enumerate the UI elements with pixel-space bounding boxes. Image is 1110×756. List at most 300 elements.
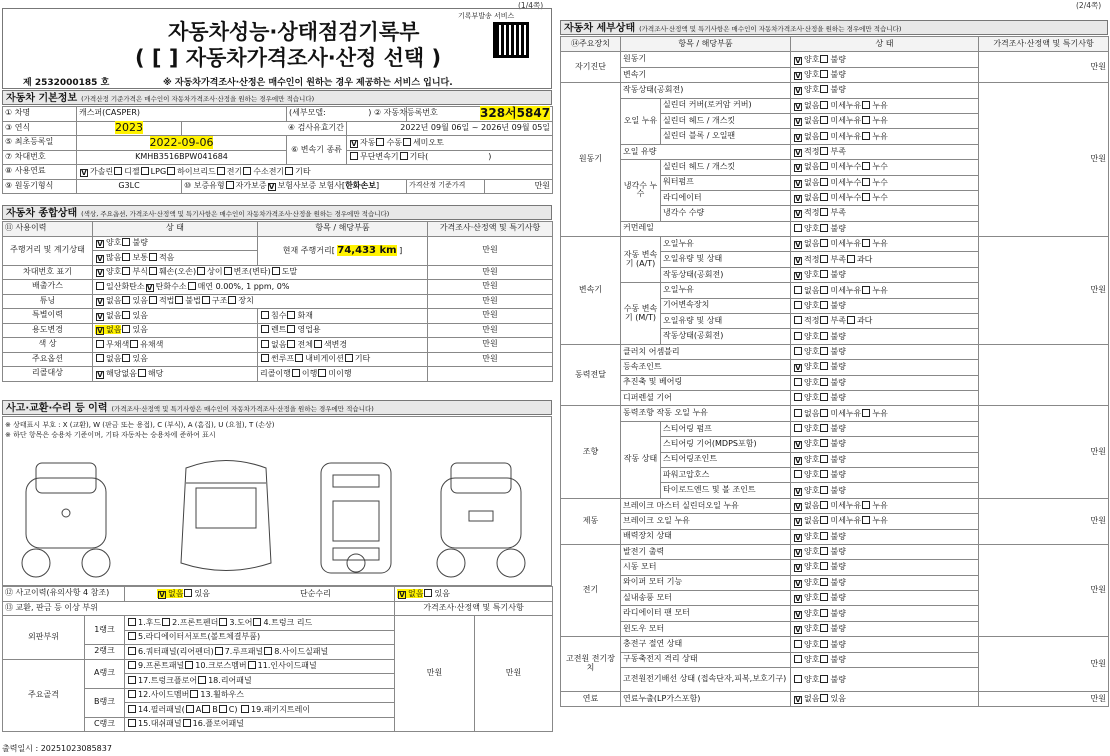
table-cell: 수동 변속기 (M/T): [621, 283, 661, 345]
table-cell: 만원: [979, 544, 1109, 636]
checkbox[interactable]: [820, 655, 828, 663]
checkbox[interactable]: [820, 424, 828, 432]
checkbox[interactable]: [272, 267, 280, 275]
checkbox[interactable]: [202, 296, 210, 304]
checkbox[interactable]: [128, 632, 136, 640]
checkbox[interactable]: V: [795, 364, 801, 373]
checkbox[interactable]: [862, 286, 870, 294]
table-cell: 커먼레일: [621, 221, 791, 236]
checkbox[interactable]: [128, 719, 136, 727]
checkbox[interactable]: [820, 439, 828, 447]
table-cell: 만원: [979, 498, 1109, 544]
table-cell: 실린더 헤드 / 개스킷: [661, 113, 791, 128]
table-cell: V 없음 미세누수 누수: [791, 190, 979, 205]
checkbox[interactable]: [186, 705, 194, 713]
table-cell: 오일유량 및 상태: [661, 252, 791, 267]
checkbox[interactable]: [862, 516, 870, 524]
table-cell: V 양호 불량: [791, 52, 979, 67]
checkbox[interactable]: V: [97, 370, 103, 379]
table-cell: 파워고압호스: [661, 467, 791, 482]
table-cell: 배출가스: [3, 280, 93, 295]
table-cell: 타이로드엔드 및 볼 조인트: [661, 483, 791, 498]
checkbox[interactable]: [253, 618, 261, 626]
checkbox[interactable]: [96, 340, 104, 348]
table-cell: 외판부위: [3, 616, 85, 660]
table-cell: 추진축 및 베어링: [621, 375, 791, 390]
table-cell: KMHB3516BPW041684: [77, 150, 287, 165]
page-subtitle: ( [ ] 자동차가격조사·산정 선택 ): [135, 46, 442, 70]
checkbox[interactable]: V: [795, 549, 801, 558]
checkbox[interactable]: [794, 409, 802, 417]
table-cell: V 양호 불량: [791, 452, 979, 467]
checkbox[interactable]: [202, 705, 210, 713]
overall-table: [2, 221, 552, 382]
table-cell: 14.필러패널( A B C) 19.패키지트레이: [125, 703, 395, 718]
table-cell: G3LC: [77, 179, 182, 194]
checkbox[interactable]: [122, 311, 130, 319]
checkbox[interactable]: [130, 340, 138, 348]
checkbox[interactable]: V: [795, 195, 801, 204]
table-cell: 작동 상태: [621, 421, 661, 498]
table-cell: 양호 불량: [791, 467, 979, 482]
table-cell: 없음 있음: [93, 352, 258, 367]
checkbox[interactable]: [122, 238, 130, 246]
checkbox[interactable]: [264, 647, 272, 655]
table-cell: 없음 미세누유 누유: [791, 283, 979, 298]
checkbox[interactable]: [794, 393, 802, 401]
checkbox[interactable]: V: [795, 533, 801, 542]
table-cell: V 양호 불량: [791, 529, 979, 544]
checkbox[interactable]: [820, 578, 828, 586]
checkbox[interactable]: [820, 501, 828, 509]
checkbox[interactable]: V: [97, 312, 103, 321]
checkbox[interactable]: V: [795, 487, 801, 496]
checkbox[interactable]: [820, 409, 828, 417]
table-cell: 양호 불량: [791, 421, 979, 436]
checkbox[interactable]: [820, 270, 828, 278]
table-cell: 만원: [428, 309, 553, 324]
table-cell: V 양호 불량: [791, 591, 979, 606]
checkbox[interactable]: [128, 690, 136, 698]
checkbox[interactable]: [149, 267, 157, 275]
checkbox[interactable]: [149, 296, 157, 304]
table-cell: V 가솔린 디젤 LPG 하이브리드 전기 수소전기 기타: [77, 165, 553, 180]
checkbox[interactable]: [820, 547, 828, 555]
checkbox[interactable]: [794, 378, 802, 386]
checkbox[interactable]: [820, 609, 828, 617]
checkbox[interactable]: V: [97, 254, 103, 263]
checkbox[interactable]: [376, 138, 384, 146]
table-cell: 동력조향 작동 오일 누유: [621, 406, 791, 421]
table-cell: 양호 불량: [791, 329, 979, 344]
checkbox[interactable]: [96, 282, 104, 290]
table-cell: V 양호 불량: [791, 544, 979, 559]
checkbox[interactable]: V: [97, 240, 103, 249]
table-cell: ⑬ 교환, 판금 등 이상 부위: [3, 601, 395, 616]
checkbox[interactable]: V: [795, 164, 801, 173]
table-cell: V 없음 있음: [395, 587, 553, 602]
table-cell: V 없음 있음 적법 불법 구조 장치: [93, 294, 428, 309]
checkbox[interactable]: [820, 286, 828, 294]
table-cell: 렌트 영업용: [258, 323, 428, 338]
table-cell: V 양호 불량: [791, 483, 979, 498]
table-cell: 등속조인트: [621, 360, 791, 375]
table-cell: 오일유량 및 상태: [661, 314, 791, 329]
checkbox[interactable]: [261, 354, 269, 362]
table-cell: 가격산정 기준가격: [407, 179, 485, 194]
table-cell: 양호 불량: [791, 344, 979, 359]
car-top-view: [181, 461, 271, 571]
table-cell: 구동축전지 격리 상태: [621, 652, 791, 667]
page-title: 자동차성능·상태점검기록부: [168, 20, 420, 44]
checkbox[interactable]: [403, 138, 411, 146]
print-date: 출력일시 : 20251023085837: [2, 744, 112, 753]
checkbox[interactable]: [261, 325, 269, 333]
checkbox[interactable]: V: [97, 327, 103, 336]
table-cell: 양호 불량: [791, 652, 979, 667]
table-cell: V 해당없음 해당: [93, 367, 258, 382]
checkbox[interactable]: [190, 690, 198, 698]
checkbox[interactable]: [820, 332, 828, 340]
checkbox[interactable]: V: [795, 133, 801, 142]
checkbox[interactable]: [128, 676, 136, 684]
checkbox[interactable]: [794, 347, 802, 355]
accident-table: [2, 586, 552, 732]
table-cell: 냉각수 수량: [661, 206, 791, 221]
checkbox[interactable]: [820, 675, 828, 683]
checkbox[interactable]: V: [795, 210, 801, 219]
table-cell: ⑨ 원동기형식: [3, 179, 77, 194]
checkbox[interactable]: [224, 267, 232, 275]
first-reg-value: 2022-09-06: [149, 135, 214, 149]
checkbox[interactable]: [847, 255, 855, 263]
checkbox[interactable]: [820, 362, 828, 370]
table-cell: [979, 344, 1109, 406]
checkbox[interactable]: [820, 694, 828, 702]
checkbox[interactable]: [345, 354, 353, 362]
table-cell: 연료: [561, 692, 621, 707]
table-cell: 실린더 블록 / 오일팬: [661, 129, 791, 144]
table-cell: 만원: [428, 323, 553, 338]
car-front-view: [22, 463, 110, 577]
table-cell: V 많음 보통 적음: [93, 251, 258, 266]
checkbox[interactable]: [261, 311, 269, 319]
checkbox[interactable]: [114, 167, 122, 175]
checkbox[interactable]: [219, 618, 227, 626]
checkbox[interactable]: V: [146, 283, 153, 292]
checkbox[interactable]: [794, 640, 802, 648]
table-cell: 만원: [475, 616, 553, 732]
car-diagrams[interactable]: [11, 453, 541, 583]
checkbox[interactable]: [318, 369, 326, 377]
checkbox[interactable]: [820, 70, 828, 78]
checkbox[interactable]: [128, 705, 136, 713]
checkbox[interactable]: [820, 255, 828, 263]
table-cell: 가격조사·산정액 및 특기사항: [979, 37, 1109, 52]
table-cell: 주행거리 및 계기상태: [3, 236, 93, 265]
table-cell: 현재 주행거리[ 74,433 km ]: [258, 236, 428, 265]
table-cell: B랭크: [85, 688, 125, 717]
checkbox[interactable]: [794, 286, 802, 294]
basic-info-table: [2, 106, 552, 194]
section-detail: 자동차 세부상태 (가격조사·산정액 및 특기사항은 매수인이 자동차가격조사·산정을 원하는 경우에만 적습니다): [560, 20, 1108, 35]
table-cell: 동력전달: [561, 344, 621, 406]
checkbox[interactable]: [400, 152, 408, 160]
table-cell: 클러치 어셈블리: [621, 344, 791, 359]
table-cell: 5.라디에이터서포트(볼트체결부품): [125, 630, 395, 645]
checkbox[interactable]: V: [268, 183, 275, 192]
checkbox[interactable]: [862, 162, 870, 170]
checkbox[interactable]: [794, 655, 802, 663]
checkbox[interactable]: [794, 470, 802, 478]
checkbox[interactable]: [820, 55, 828, 63]
table-cell: 만원: [979, 83, 1109, 237]
checkbox[interactable]: V: [795, 179, 801, 188]
checkbox[interactable]: [820, 455, 828, 463]
checkbox[interactable]: [228, 296, 236, 304]
checkbox[interactable]: [820, 116, 828, 124]
year-value: 2023: [115, 121, 143, 135]
checkbox[interactable]: [314, 340, 322, 348]
table-cell: 무채색 유채색: [93, 338, 258, 353]
checkbox[interactable]: [217, 167, 225, 175]
checkbox[interactable]: [287, 311, 295, 319]
table-cell: V 양호 불량: [791, 67, 979, 82]
checkbox[interactable]: V: [795, 610, 801, 619]
checkbox[interactable]: V: [795, 272, 801, 281]
table-cell: 고전원전기배선 상태 (접속단자,피복,보호기구): [621, 668, 791, 692]
checkbox[interactable]: [862, 239, 870, 247]
table-cell: 만원: [979, 637, 1109, 692]
checkbox[interactable]: V: [97, 269, 103, 278]
checkbox[interactable]: [128, 661, 136, 669]
checkbox[interactable]: [128, 647, 136, 655]
checkbox[interactable]: [241, 705, 249, 713]
checkbox[interactable]: [862, 193, 870, 201]
table-cell: 2022년 09월 06일 ~ 2026년 09월 05일: [347, 121, 553, 136]
table-cell: 1랭크: [85, 616, 125, 645]
checkbox[interactable]: [183, 719, 191, 727]
checkbox[interactable]: [122, 253, 130, 261]
checkbox[interactable]: [198, 676, 206, 684]
table-cell: 자기진단: [561, 52, 621, 83]
checkbox[interactable]: [175, 296, 183, 304]
checkbox[interactable]: [162, 618, 170, 626]
checkbox[interactable]: [292, 369, 300, 377]
checkbox[interactable]: V: [97, 298, 103, 307]
checkbox[interactable]: [794, 224, 802, 232]
table-cell: 브레이크 오일 누유: [621, 514, 791, 529]
checkbox[interactable]: [185, 661, 193, 669]
checkbox[interactable]: [820, 101, 828, 109]
checkbox[interactable]: [167, 167, 175, 175]
table-cell: 차대번호 표기: [3, 265, 93, 280]
checkbox[interactable]: [261, 340, 269, 348]
checkbox[interactable]: V: [795, 518, 801, 527]
table-cell: 윈도우 모터: [621, 621, 791, 636]
table-cell: 용도변경: [3, 323, 93, 338]
checkbox[interactable]: V: [795, 595, 801, 604]
checkbox[interactable]: [96, 354, 104, 362]
checkbox[interactable]: [122, 267, 130, 275]
checkbox[interactable]: V: [795, 696, 801, 705]
checkbox[interactable]: [820, 516, 828, 524]
checkbox[interactable]: [287, 340, 295, 348]
table-cell: 2랭크: [85, 645, 125, 660]
table-cell: 조향: [561, 406, 621, 498]
checkbox[interactable]: V: [795, 256, 801, 265]
table-cell: V 없음 미세누수 누수: [791, 160, 979, 175]
table-cell: [77, 121, 182, 136]
checkbox[interactable]: V: [399, 590, 405, 599]
checkbox[interactable]: [184, 589, 192, 597]
checkbox[interactable]: [138, 369, 146, 377]
checkbox[interactable]: [122, 354, 130, 362]
table-cell: 양호 불량: [791, 390, 979, 405]
checkbox[interactable]: [285, 167, 293, 175]
checkbox[interactable]: V: [795, 564, 801, 573]
checkbox[interactable]: V: [795, 71, 801, 80]
table-cell: 가격조사·산정액 및 특기사항: [428, 222, 553, 237]
table-cell: V 양호 불량: [791, 560, 979, 575]
table-cell: 냉각수 누수: [621, 160, 661, 222]
checkbox[interactable]: V: [795, 87, 801, 96]
section-basic-info: 자동차 기본정보 (가격산정 기준가격은 매수인이 자동차가격조사·산정을 원하는 경우에만 적습니다): [2, 90, 552, 105]
checkbox[interactable]: [287, 325, 295, 333]
checkbox[interactable]: [820, 239, 828, 247]
table-cell: ⑩ 보증유형 자가보증 V 보험사보증 보험사[한화손보]: [182, 179, 407, 194]
checkbox[interactable]: [219, 705, 227, 713]
checkbox[interactable]: [248, 661, 256, 669]
checkbox[interactable]: [122, 296, 130, 304]
checkbox[interactable]: [794, 675, 802, 683]
table-cell: V 없음 있음: [93, 309, 258, 324]
qr-code-icon[interactable]: [493, 22, 529, 58]
checkbox[interactable]: [862, 409, 870, 417]
table-cell: 발전기 출력: [621, 544, 791, 559]
table-cell: 오일 누유: [621, 98, 661, 144]
table-cell: 특별이력: [3, 309, 93, 324]
table-cell: 실내송풍 모터: [621, 591, 791, 606]
table-cell: 변속기: [561, 237, 621, 345]
checkbox[interactable]: V: [795, 441, 801, 450]
table-cell: 양호 불량: [791, 221, 979, 236]
table-cell: 양호 불량: [791, 298, 979, 313]
checkbox[interactable]: [820, 562, 828, 570]
table-cell: V 적정 부족 과다: [791, 252, 979, 267]
checkbox[interactable]: [295, 354, 303, 362]
table-cell: 12.사이드멤버 13.휠하우스: [125, 688, 395, 703]
table-cell: 오일 유량: [621, 144, 791, 159]
table-cell: 스티어링 펌프: [661, 421, 791, 436]
checkbox[interactable]: [215, 647, 223, 655]
checkbox[interactable]: [820, 640, 828, 648]
table-cell: ⑥ 변속기 종류: [287, 136, 347, 165]
checkbox[interactable]: [820, 301, 828, 309]
checkbox[interactable]: V: [795, 56, 801, 65]
checkbox[interactable]: [820, 316, 828, 324]
checkbox[interactable]: V: [795, 241, 801, 250]
checkbox[interactable]: [862, 101, 870, 109]
checkbox[interactable]: [862, 501, 870, 509]
checkbox[interactable]: [820, 224, 828, 232]
checkbox[interactable]: [847, 316, 855, 324]
checkbox[interactable]: [141, 167, 149, 175]
table-cell: ⑧ 사용연료: [3, 165, 77, 180]
checkbox[interactable]: V: [795, 118, 801, 127]
checkbox[interactable]: [820, 532, 828, 540]
table-cell: V 없음 있음: [791, 692, 979, 707]
checkbox[interactable]: V: [795, 456, 801, 465]
table-cell: 오일누유: [661, 237, 791, 252]
table-cell: 스티어링조인트: [661, 452, 791, 467]
table-cell: 원동기: [621, 52, 791, 67]
checkbox[interactable]: [820, 624, 828, 632]
checkbox[interactable]: V: [81, 168, 87, 177]
checkbox[interactable]: [149, 253, 157, 261]
checkbox[interactable]: V: [795, 626, 801, 635]
checkbox[interactable]: [862, 178, 870, 186]
checkbox[interactable]: [820, 486, 828, 494]
checkbox[interactable]: [862, 132, 870, 140]
doc-number: 제 2532000185 호: [23, 78, 110, 88]
checkbox[interactable]: [794, 424, 802, 432]
checkbox[interactable]: [794, 316, 802, 324]
table-cell: V 없음 미세누유 누유: [791, 237, 979, 252]
table-cell: 만원: [395, 616, 475, 732]
checkbox[interactable]: V: [795, 502, 801, 511]
checkbox[interactable]: [820, 470, 828, 478]
checkbox[interactable]: [128, 618, 136, 626]
table-cell: V 양호 불량: [791, 360, 979, 375]
checkbox[interactable]: [122, 325, 130, 333]
checkbox[interactable]: [820, 147, 828, 155]
checkbox[interactable]: [188, 282, 196, 290]
table-cell: C랭크: [85, 717, 125, 732]
table-cell: 양호 불량: [791, 375, 979, 390]
checkbox[interactable]: [243, 167, 251, 175]
checkbox[interactable]: [820, 208, 828, 216]
checkbox[interactable]: [226, 181, 234, 189]
table-cell: 9.프론트패널 10.크로스멤버 11.인사이드패널: [125, 659, 395, 674]
checkbox[interactable]: [820, 193, 828, 201]
checkbox[interactable]: V: [351, 139, 357, 148]
checkbox[interactable]: V: [795, 102, 801, 111]
checkbox[interactable]: [197, 267, 205, 275]
table-cell: 침수 화재: [258, 309, 428, 324]
car-frame-view: [321, 463, 391, 573]
checkbox[interactable]: [820, 378, 828, 386]
checkbox[interactable]: [820, 178, 828, 186]
checkbox[interactable]: [862, 116, 870, 124]
section-overall: 자동차 종합상태 (색상, 주요옵션, 가격조사·산정액 및 특기사항은 매수인이 자동차가격조사·산정을 원하는 경우에만 적습니다): [2, 205, 552, 220]
checkbox[interactable]: [820, 593, 828, 601]
checkbox[interactable]: [820, 393, 828, 401]
checkbox[interactable]: [820, 132, 828, 140]
checkbox[interactable]: [350, 152, 358, 160]
checkbox[interactable]: [794, 332, 802, 340]
checkbox[interactable]: [424, 589, 432, 597]
checkbox[interactable]: [820, 85, 828, 93]
checkbox[interactable]: V: [795, 579, 801, 588]
checkbox[interactable]: [794, 301, 802, 309]
checkbox[interactable]: [820, 347, 828, 355]
checkbox[interactable]: [820, 162, 828, 170]
detail-table: [560, 36, 1108, 707]
checkbox[interactable]: V: [795, 148, 801, 157]
checkbox[interactable]: V: [159, 590, 165, 599]
table-cell: 주요골격: [3, 659, 85, 732]
